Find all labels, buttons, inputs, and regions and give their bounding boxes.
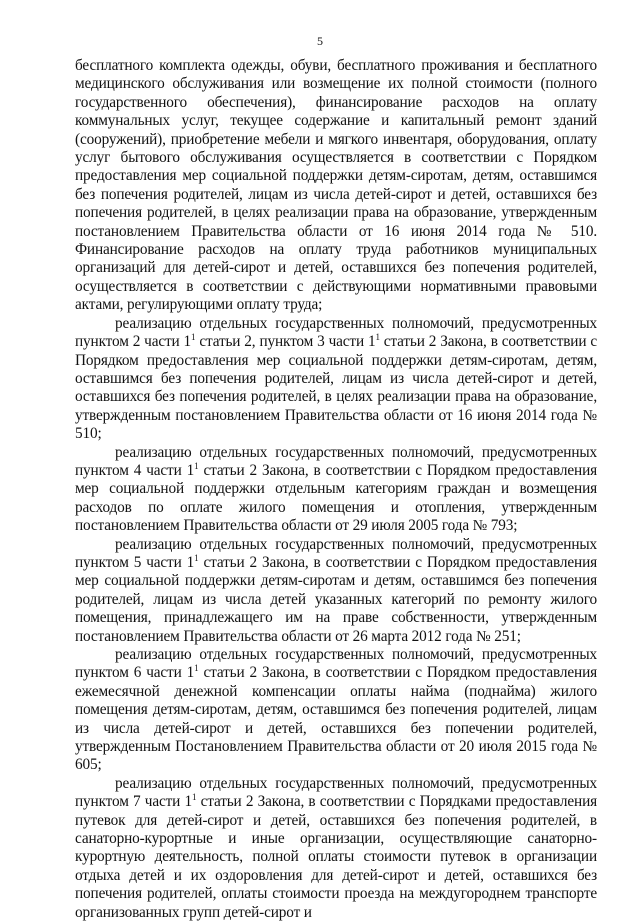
paragraph-funding-continuation: бесплатного комплекта одежды, обуви, бесплатного проживания и бесплатного медицинского обслуживания или возмещение их полной стоимости (полного государственного обеспечения), финансирование расходов на оплату коммунальных услуг, текущее содержание и капитальный ремонт зданий (сооружений), приобретение мебели и мягкого инвентаря, оборудования, оплату услуг бытового обслуживания осуществляется в соответствии с Порядком предоставления мер социальной поддержки детям-сиротам, детям, оставшимся без попечения родителей, лицам из числа детей-сирот и детей, оставшихся без попечения родителей, в целях реализации права на образование, утвержденным постановлением Правительства области от 16 июня 2014 года № 510. Финансирование расходов на оплату труда работников муниципальных организаций для детей-сирот и детей, оставшихся без попечения родителей, осуществляется в соответствии с действующими нормативными правовыми актами, регулирующими оплату труда; — [75, 57, 597, 314]
superscript: 1 — [194, 552, 199, 563]
superscript: 1 — [375, 332, 380, 343]
paragraph-text: статьи 2, пунктом 3 части 1 — [195, 333, 376, 351]
paragraph-text: статьи 2 Закона, в соответствии с Порядком предоставления ежемесячной денежной компенсации оплаты найма (поднайма) жилого помещения детям-сиротам, детям, оставшимся без попечения родителей, лицам из числа детей-сирот и детей, оставшихся без попечении родителей, утвержденным Постановлением Правительства области от 20 июля 2015 года № 605; — [75, 664, 597, 774]
paragraph-item-6 — [75, 646, 597, 775]
paragraph-text: реализацию отдельных государственных полномочий, предусмотренных пунктом 4 части 1 — [75, 443, 597, 479]
paragraph-text: статьи 2 Закона, в соответствии с Порядком предоставления мер социальной поддержки детям-сиротам, детям, оставшимся без попечения родителей, лицам из числа детей-сирот и детей, оставшихся без попечения родителей, в целях реализации права на образование, утвержденным постановлением Правительства области от 16 июня 2014 года № 510; — [75, 333, 597, 443]
paragraph-item-2-3 — [75, 315, 597, 444]
paragraph-item-5 — [75, 536, 597, 646]
paragraph-item-4 — [75, 444, 597, 536]
superscript: 1 — [194, 460, 199, 471]
page-number: 5 — [317, 34, 323, 48]
superscript: 1 — [191, 792, 197, 803]
superscript: 1 — [194, 663, 199, 674]
paragraph-text: статьи 2 Закона, в соответствии с Порядками предоставления путевок для детей-сирот и детей, оставшихся без попечения родителей, в санаторно-курортные и иные организации, осуществляющие санаторно-курортную деятельность, полной оплаты стоимости путевок в организации отдыха детей и их оздоровления для детей-сирот и детей, оставшихся без попечения родителей, оплаты стоимости проезда на междугороднем транспорте организованных групп детей-сирот и — [75, 793, 597, 921]
paragraph-text: статьи 2 Закона, в соответствии с Порядком предоставления мер социальной поддержки детям-сиротам и детям, оставшимся без попечения родителей, лицам из числа детей указанных категорий по ремонту жилого помещения, принадлежащего им на праве собственности, утвержденным постановлением Правительства области от 26 марта 2012 года № 251; — [75, 553, 597, 645]
superscript: 1 — [191, 332, 196, 343]
paragraph-text: реализацию отдельных государственных полномочий, предусмотренных пунктом 5 части 1 — [75, 535, 597, 571]
document-body — [75, 57, 597, 922]
paragraph-item-7 — [75, 775, 597, 922]
paragraph-text: реализацию отдельных государственных полномочий, предусмотренных пунктом 6 части 1 — [75, 646, 597, 682]
paragraph-text: статьи 2 Закона, в соответствии с Порядком предоставления мер социальной поддержки отдельным категориям граждан и возмещения расходов по оплате жилого помещения и отопления, утвержденным постановлением Правительства области от 29 июля 2005 года № 793; — [75, 461, 597, 535]
paragraph-text: реализацию отдельных государственных полномочий, предусмотренных пунктом 7 части 1 — [75, 774, 597, 811]
paragraph-text: реализацию отдельных государственных полномочий, предусмотренных пунктом 2 части 1 — [75, 314, 597, 351]
